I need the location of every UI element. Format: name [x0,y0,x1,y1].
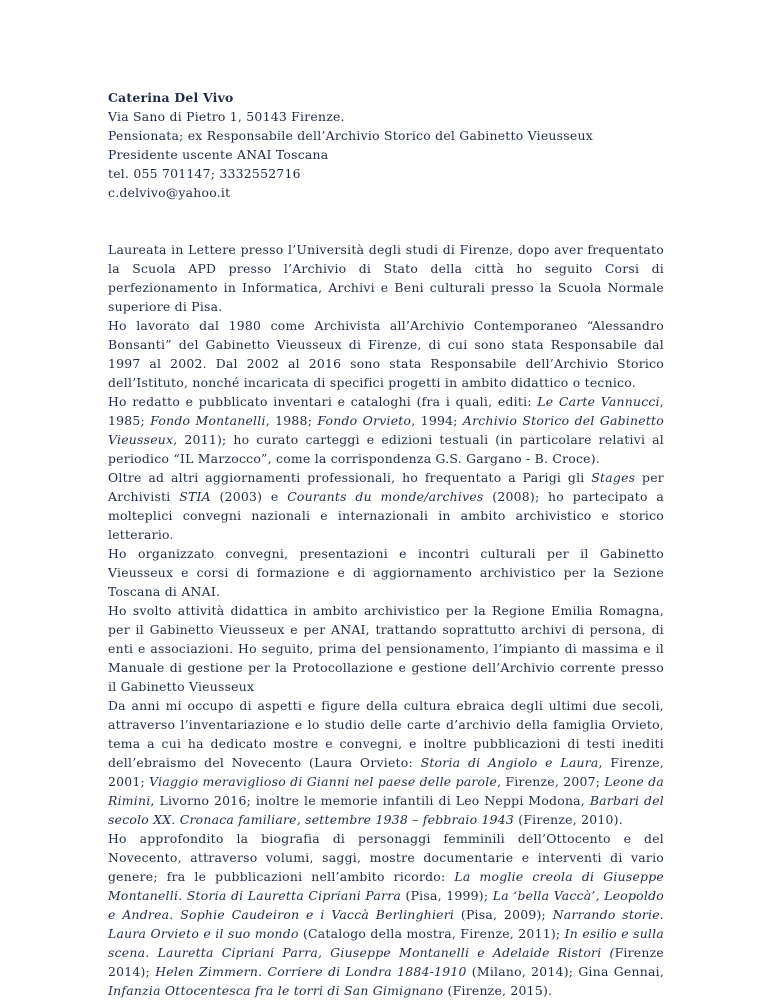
author-address: Via Sano di Pietro 1, 50143 Firenze. [108,109,345,124]
paragraph-training: Oltre ad altri aggiornamenti professionali, ho frequentato a Parigi gli Stages per Archivisti STIA (2003) e Courants du monde/archives (2008); ho partecipato a molteplici convegni nazionali e internazionali in ambito archivistico e storico letterario. [108,470,664,542]
author-title: Presidente uscente ANAI Toscana [108,147,329,162]
cv-body [108,240,664,1000]
author-role: Pensionata; ex Responsabile dell’Archivio Storico del Gabinetto Vieusseux [108,128,593,143]
paragraph-biographies: Ho approfondito la biografia di personaggi femminili dell’Ottocento e del Novecento, attraverso volumi, saggi, mostre documentarie e interventi di vario genere; fra le pubblicazioni nell’ambito ricordo: La moglie creola di Giuseppe Montanelli. Storia di Lauretta Cipriani Parra (Pisa, 1999); La ‘bella Vaccà’, Leopoldo e Andrea. Sophie Caudeiron e i Vaccà Berlinghieri (Pisa, 2009); Narrando storie. Laura Orvieto e il suo mondo (Catalogo della mostra, Firenze, 2011); In esilio e sulla scena. Lauretta Cipriani Parra, Giuseppe Montanelli e Adelaide Ristori (Firenze 2014); Helen Zimmern. Corriere di Londra 1884-1910 (Milano, 2014); Gina Gennai, Infanzia Ottocentesca fra le torri di San Gimignano (Firenze, 2015). [108,831,665,998]
paragraph-publications: Ho redatto e pubblicato inventari e cataloghi (fra i quali, editi: Le Carte Vannucci, 1985; Fondo Montanelli, 1988; Fondo Orvieto, 1994; Archivio Storico del Gabinetto Vieusseux, 2011); ho curato carteggi e edizioni testuali (in particolare relativi al periodico “IL Marzocco”, come la corrispondenza G.S. Gargano - B. Croce). [108,394,664,466]
author-email: c.delvivo@yahoo.it [108,185,231,200]
paragraph-work: Ho lavorato dal 1980 come Archivista all’Archivio Contemporaneo “Alessandro Bonsanti” del Gabinetto Vieusseux di Firenze, di cui sono stata Responsabile dal 1997 al 2002. Dal 2002 al 2016 sono stata Responsabile dell’Archivio Storico dell’Istituto, nonché incaricata di specifici progetti in ambito didattico o tecnico. [108,318,664,390]
paragraph-events: Ho organizzato convegni, presentazioni e incontri culturali per il Gabinetto Vieusseux e corsi di formazione e di aggiornamento archivistico per la Sezione Toscana di ANAI. [108,546,664,599]
contact-header [108,88,668,202]
paragraph-teaching: Ho svolto attività didattica in ambito archivistico per la Regione Emilia Romagna, per il Gabinetto Vieusseux e per ANAI, trattando soprattutto archivi di persona, di enti e associazioni. Ho seguito, prima del pensionamento, l’impianto di massima e il Manuale di gestione per la Protocollazione e gestione dell’Archivio corrente presso il Gabinetto Vieusseux [108,603,664,694]
author-name: Caterina Del Vivo [108,90,234,105]
paragraph-education: Laureata in Lettere presso l’Università degli studi di Firenze, dopo aver frequentato la Scuola APD presso l’Archivio di Stato della città ho seguito Corsi di perfezionamento in Informatica, Archivi e Beni culturali presso la Scuola Normale superiore di Pisa. [108,242,664,314]
author-phone: tel. 055 701147; 3332552716 [108,166,301,181]
paragraph-jewish-culture: Da anni mi occupo di aspetti e figure della cultura ebraica degli ultimi due secoli, attraverso l’inventariazione e lo studio delle carte d’archivio della famiglia Orvieto, tema a cui ha dedicato mostre e convegni, e inoltre pubblicazioni di testi inediti dell’ebraismo del Novecento (Laura Orvieto: Storia di Angiolo e Laura, Firenze, 2001; Viaggio meraviglioso di Gianni nel paese delle parole, Firenze, 2007; Leone da Rimini, Livorno 2016; inoltre le memorie infantili di Leo Neppi Modona, Barbari del secolo XX. Cronaca familiare, settembre 1938 – febbraio 1943 (Firenze, 2010). [108,698,665,827]
